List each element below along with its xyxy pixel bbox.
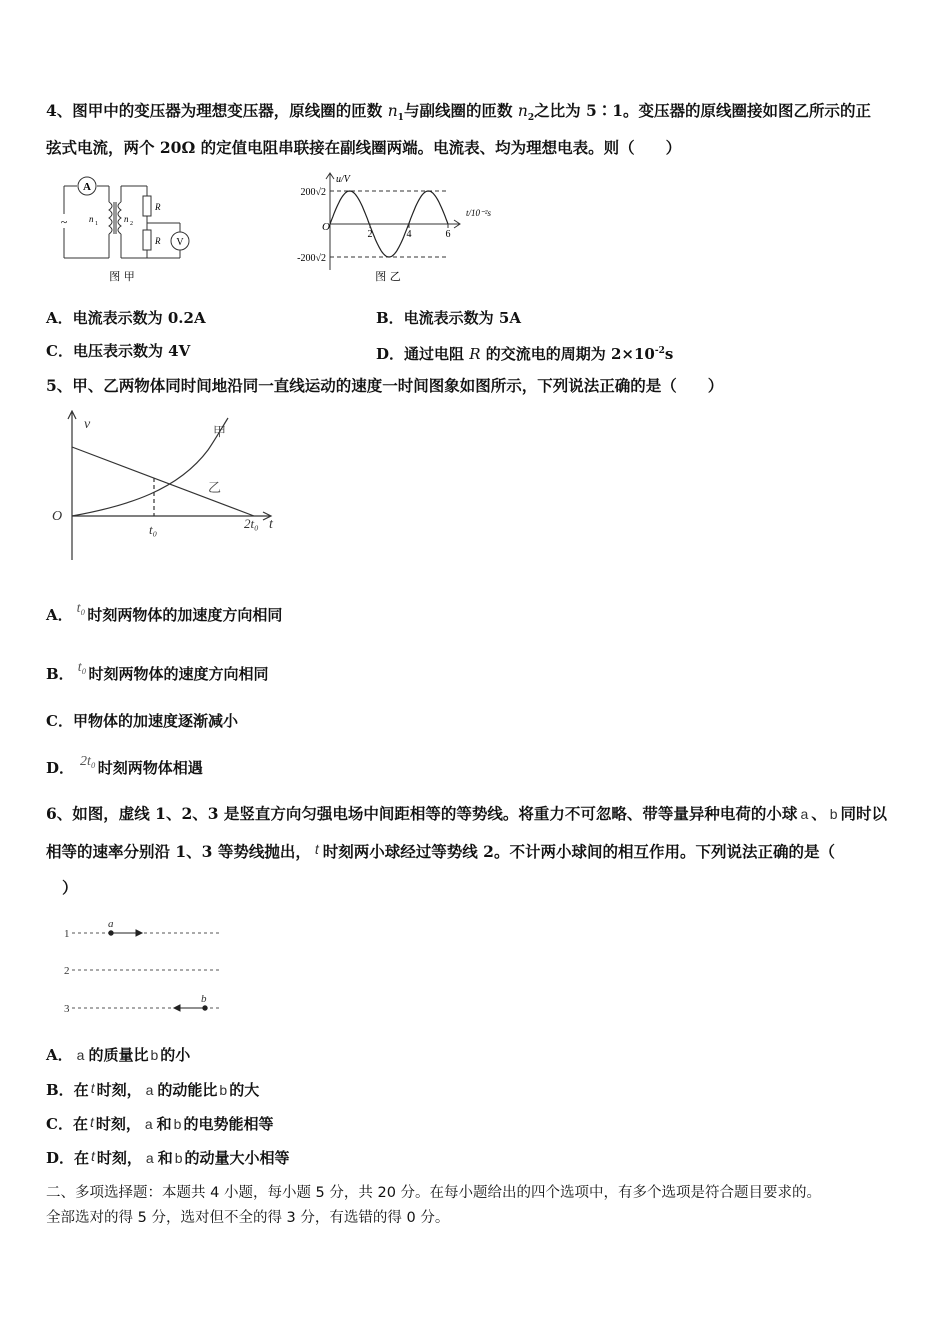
q6-option-c-label: C．在 <box>46 1115 88 1133</box>
q4-option-c[interactable]: C．电压表示数为 4V <box>46 342 191 360</box>
q5-label-jia: 甲 <box>213 425 227 440</box>
q4-option-d-unit: s <box>664 345 674 363</box>
q6-stem-b: b <box>829 806 838 822</box>
q5-option-d[interactable] <box>46 754 203 780</box>
q6-stem-text-a: 6、如图，虚线 1、2、3 是竖直方向匀强电场中间距相等的等势线。将重力不可忽略、带等量异种电荷的小球 <box>46 804 798 823</box>
q5-axis-t: t <box>269 517 273 532</box>
q6-option-d-b: b <box>174 1150 183 1166</box>
ammeter-label: A <box>83 181 91 193</box>
q4-option-d-r: R <box>469 345 481 363</box>
q6-option-b-m1: 时刻， <box>96 1081 142 1099</box>
q5-option-b[interactable] <box>46 660 269 686</box>
q6-stem-line2 <box>46 842 835 862</box>
q6-stem-text-c: 同时以 <box>840 804 888 823</box>
sine-xtick-6: 6 <box>445 229 451 240</box>
circuit-n1-label: n <box>89 214 94 224</box>
q6-option-a-a: a <box>76 1047 85 1063</box>
q4-n2-subscript: 2 <box>527 113 535 124</box>
q4-option-d-text-b: 的交流电的周期为 2×10 <box>480 345 655 363</box>
q4-option-d-text-a: D．通过电阻 <box>376 345 470 363</box>
ball-a-label: a <box>108 918 114 930</box>
q5-option-d-label: D． <box>46 759 75 777</box>
q6-option-b-label: B．在 <box>46 1081 89 1099</box>
sine-ytick-bottom: -200√2 <box>297 253 326 264</box>
q6-option-d-end: 的动量大小相等 <box>184 1149 290 1167</box>
q4-n2-symbol: n <box>517 102 528 120</box>
q5-option-d-math: 2t₀ <box>80 754 96 769</box>
ball-b-label: b <box>201 993 207 1005</box>
q6-option-b-b: b <box>219 1082 228 1098</box>
q5-axis-v: v <box>84 417 91 432</box>
sine-origin: O <box>322 221 330 233</box>
q6-option-d-mid: 和 <box>157 1149 173 1167</box>
q6-option-c-end: 的电势能相等 <box>183 1115 274 1133</box>
q5-option-a-math: t₀ <box>76 601 86 616</box>
circuit-n2-label: n <box>124 214 129 224</box>
circuit-n1-sub: 1 <box>95 221 98 227</box>
sine-ytick-top: 200√2 <box>300 187 326 198</box>
q6-option-d-m1: 时刻， <box>96 1149 142 1167</box>
q6-stem-text-e: 时刻两小球经过等势线 2。不计两小球间的相互作用。下列说法正确的是（ <box>322 842 835 861</box>
ac-source-icon: ~ <box>60 215 68 229</box>
sine-ylabel: u/V <box>336 174 350 185</box>
resistor-r2 <box>143 230 151 250</box>
figure-a-caption: 图 甲 <box>109 270 135 283</box>
q5-label-yi: 乙 <box>208 481 222 496</box>
q6-option-c[interactable] <box>46 1114 273 1134</box>
q6-option-a-mid: 的质量比 <box>88 1046 149 1064</box>
q5-option-a-text: 时刻两物体的加速度方向相同 <box>87 606 283 624</box>
section2-header-line2: 全部选对的得 5 分，选对但不全的得 3 分，有选错的得 0 分。 <box>46 1210 450 1226</box>
q6-option-c-m1: 时刻， <box>95 1115 141 1133</box>
q6-stem-line3: ） <box>62 878 78 897</box>
q6-option-c-t: t <box>89 1114 94 1130</box>
q4-n1-symbol: n <box>387 102 398 120</box>
q5-origin: O <box>52 509 63 524</box>
q6-option-b-t: t <box>90 1080 95 1096</box>
q6-option-d-a: a <box>145 1150 154 1166</box>
q6-option-a-label: A． <box>46 1046 73 1064</box>
q6-option-b-a: a <box>145 1082 154 1098</box>
q4-figure-circuit <box>52 172 202 288</box>
q5-option-c[interactable]: C．甲物体的加速度逐渐减小 <box>46 712 238 730</box>
q5-option-b-math: t₀ <box>77 660 87 675</box>
q5-line-yi <box>72 447 254 516</box>
q6-option-a-end: 的小 <box>160 1046 191 1064</box>
q6-stem-t: t <box>314 841 319 857</box>
q6-stem-a: a <box>800 806 809 822</box>
q4-option-d[interactable] <box>376 341 673 364</box>
q5-option-a[interactable] <box>46 601 283 627</box>
q6-option-b[interactable] <box>46 1080 259 1100</box>
q5-vt-graph <box>48 410 288 562</box>
q5-stem: 5、甲、乙两物体同时间地沿同一直线运动的速度一时间图象如图所示，下列说法正确的是（ ） <box>46 376 724 395</box>
q4-stem-text-c: 之比为 5∶1。变压器的原线圈接如图乙所示的正 <box>534 101 872 120</box>
line-1-label: 1 <box>64 928 70 940</box>
sine-xlabel: t/10⁻²s <box>466 208 491 218</box>
q6-option-d[interactable] <box>46 1148 290 1168</box>
q6-equipotential-figure <box>60 915 230 1020</box>
q5-curve-jia <box>72 418 228 516</box>
q5-label-t0: t₀ <box>149 522 158 537</box>
q4-option-b[interactable]: B．电流表示数为 5A <box>376 309 521 327</box>
q6-option-b-end: 的大 <box>229 1081 260 1099</box>
resistor-r2-label: R <box>155 236 161 246</box>
q4-option-d-exp: -2 <box>654 346 665 356</box>
q4-stem-line2: 弦式电流，两个 20Ω 的定值电阻串联接在副线圈两端。电流表、均为理想电表。则（ ） <box>46 138 682 157</box>
q4-stem-text-a: 4、图甲中的变压器为理想变压器，原线圈的匝数 <box>46 101 388 120</box>
circuit-n2-sub: 2 <box>130 221 133 227</box>
ball-a-arrow-icon <box>136 930 142 936</box>
q6-option-a[interactable] <box>46 1045 190 1065</box>
q6-option-d-label: D．在 <box>46 1149 90 1167</box>
q6-option-d-t: t <box>91 1148 95 1164</box>
q4-option-a[interactable]: A．电流表示数为 0.2A <box>46 309 206 327</box>
q5-option-b-label: B． <box>46 665 74 683</box>
ball-b-arrow-icon <box>174 1005 180 1011</box>
q6-option-b-mid: 的动能比 <box>157 1081 218 1099</box>
q5-option-d-text: 时刻两物体相遇 <box>97 759 203 777</box>
line-3-label: 3 <box>64 1003 70 1015</box>
q6-option-c-b: b <box>173 1116 182 1132</box>
section2-header-line1: 二、多项选择题：本题共 4 小题，每小题 5 分，共 20 分。在每小题给出的四个选项中，有多个选项是符合题目要求的。 <box>46 1185 822 1201</box>
sine-xtick-4: 4 <box>406 229 412 240</box>
q5-label-2t0: 2t₀ <box>244 516 259 531</box>
q6-stem-sep: 、 <box>811 804 827 823</box>
q4-n1-subscript: 1 <box>397 113 404 124</box>
q4-stem-line1 <box>46 101 871 128</box>
figure-b-caption: 图 乙 <box>375 270 401 283</box>
q4-figure-sine <box>290 170 505 286</box>
q5-option-a-label: A． <box>46 606 73 624</box>
line-2-label: 2 <box>64 965 70 977</box>
q6-option-c-a: a <box>144 1116 153 1132</box>
q4-stem-text-b: 与副线圈的匝数 <box>403 101 518 120</box>
q5-option-b-text: 时刻两物体的速度方向相同 <box>88 665 269 683</box>
q6-option-a-b: b <box>150 1047 159 1063</box>
q6-stem-line1 <box>46 804 887 824</box>
resistor-r1-label: R <box>155 202 161 212</box>
resistor-r1 <box>143 196 151 216</box>
q6-stem-text-d: 相等的速率分别沿 1、3 等势线抛出， <box>46 842 311 861</box>
q6-option-c-mid: 和 <box>156 1115 172 1133</box>
voltmeter-label: V <box>176 237 184 248</box>
sine-xtick-2: 2 <box>367 229 373 240</box>
